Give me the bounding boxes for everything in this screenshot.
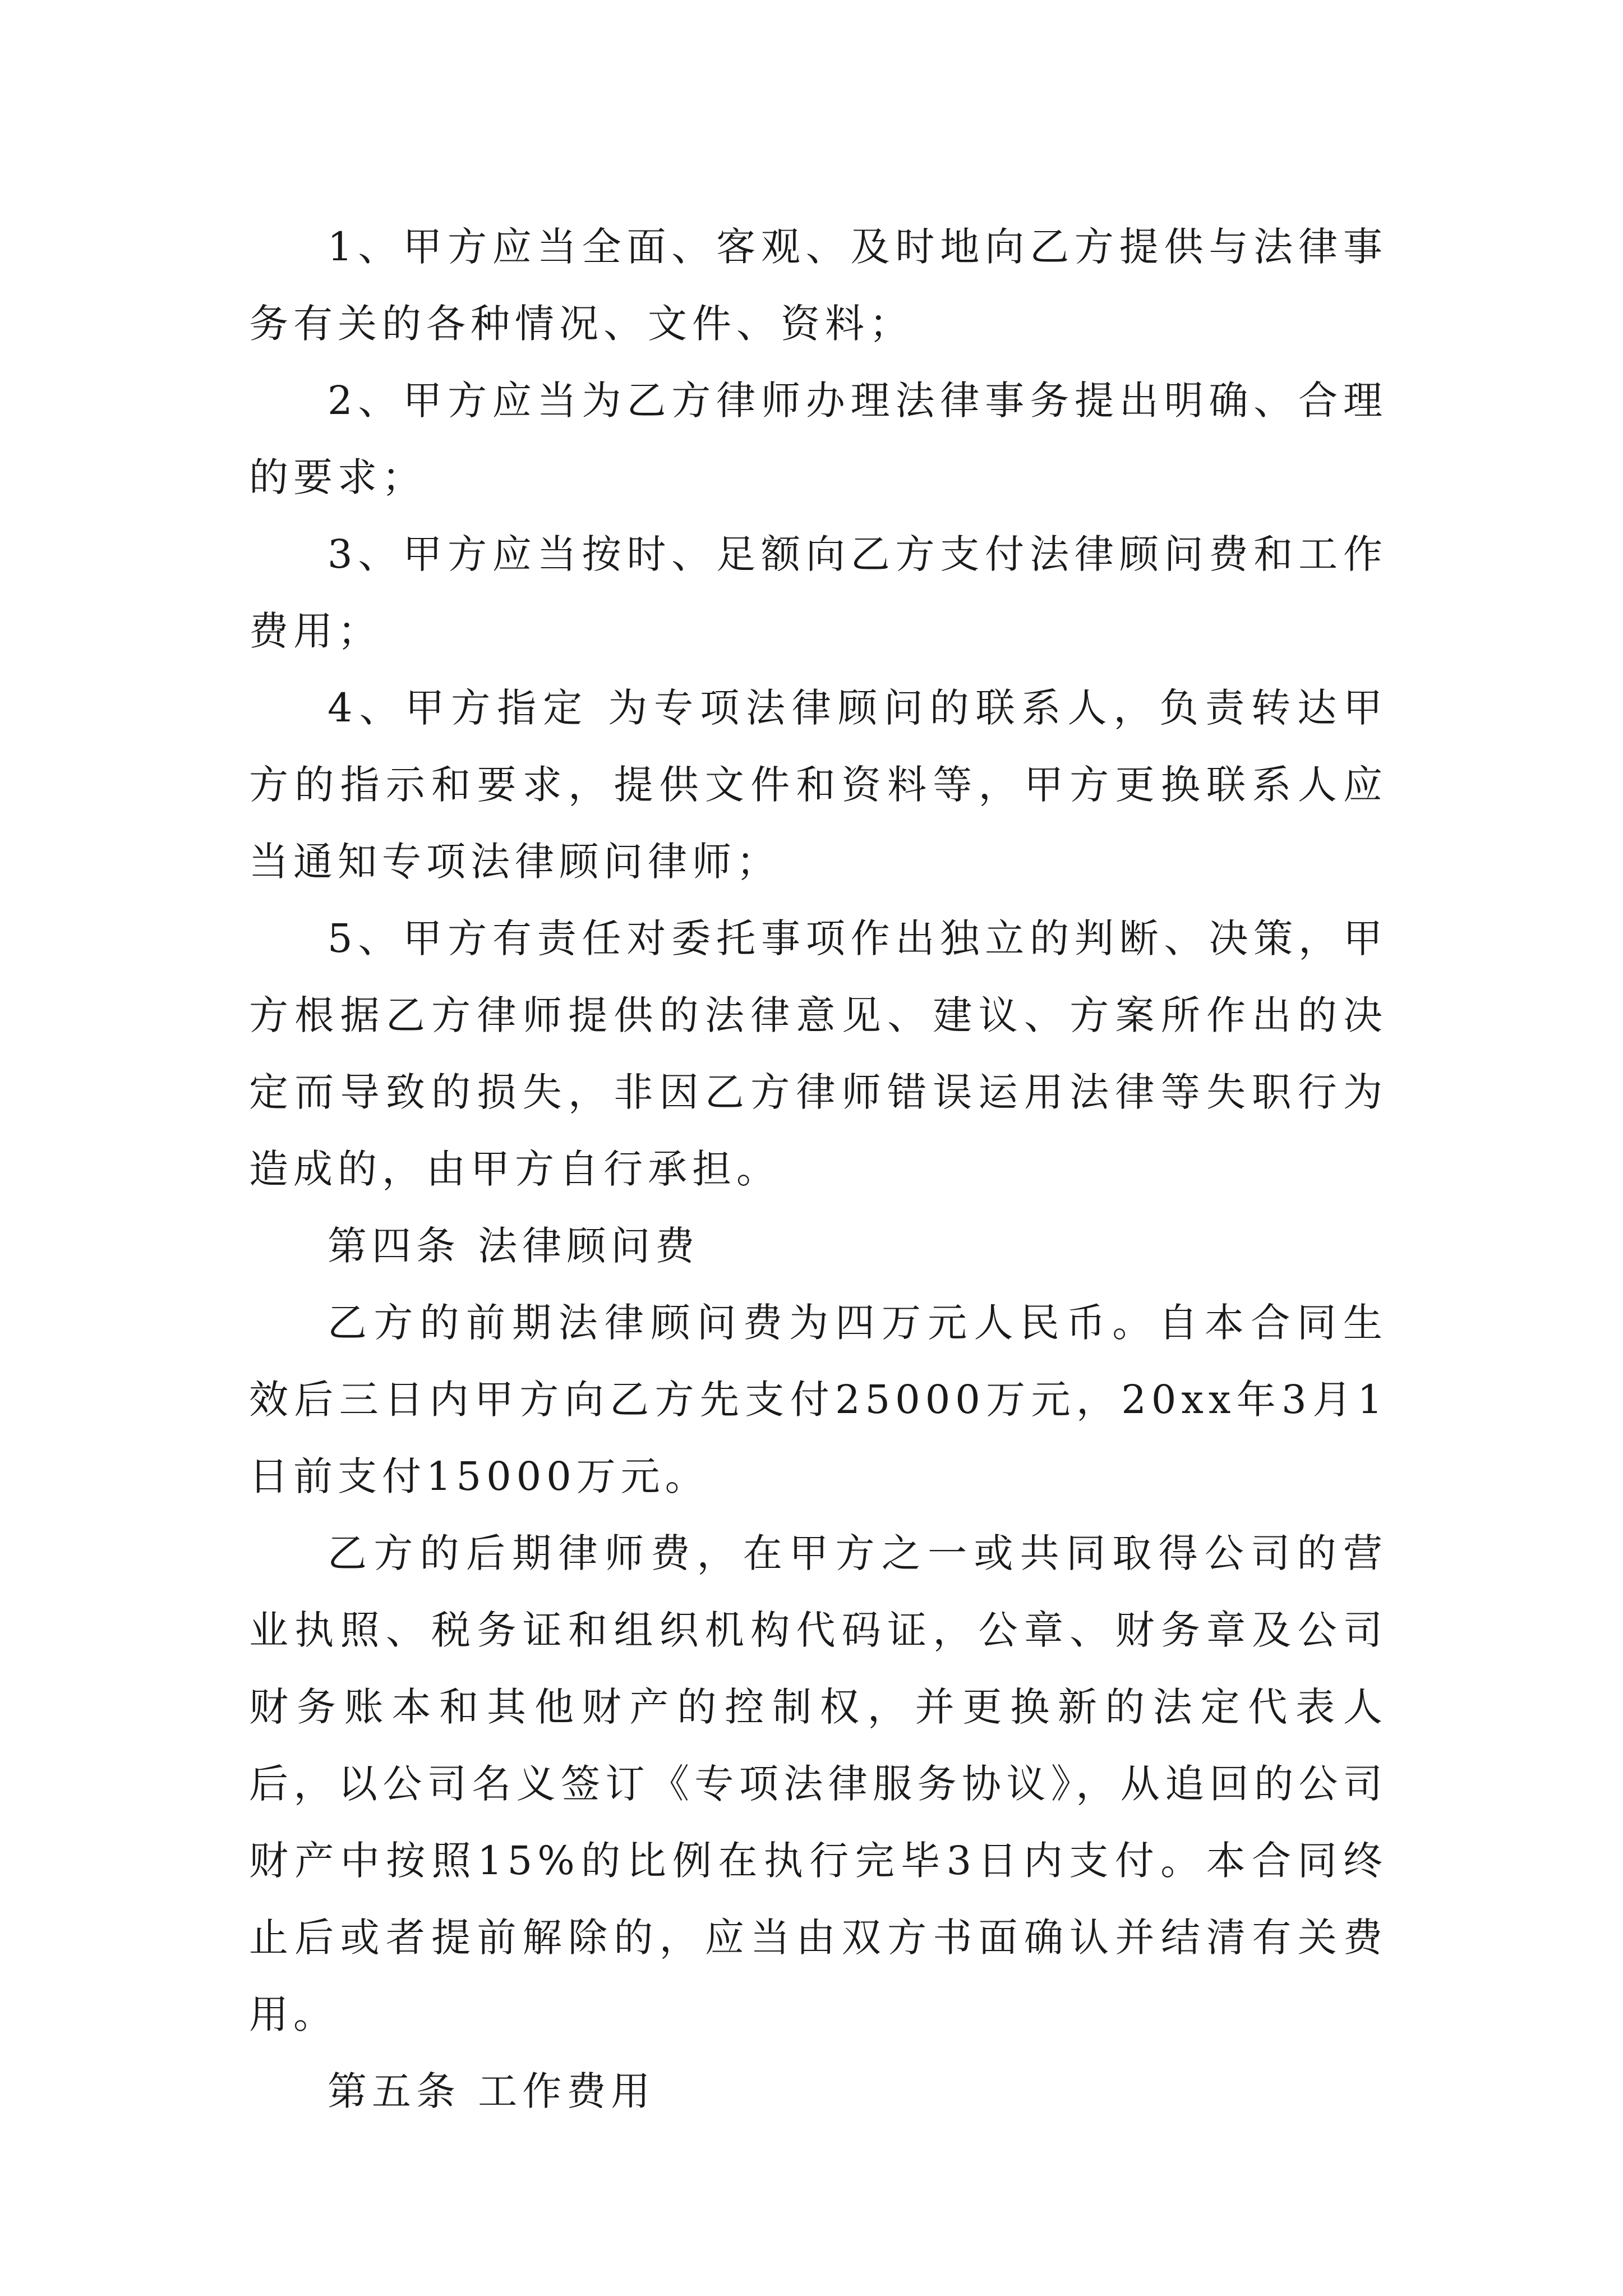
paragraph-clause-4: 4、甲方指定 为专项法律顾问的联系人，负责转达甲方的指示和要求，提供文件和资料等，甲方更换联系人应当通知专项法律顾问律师；	[249, 685, 1387, 885]
section-heading-article-5: 第五条 工作费用	[328, 2068, 656, 2114]
section-heading-article-4: 第四条 法律顾问费	[328, 1223, 700, 1269]
paragraph-clause-1: 1、甲方应当全面、客观、及时地向乙方提供与法律事务有关的各种情况、文件、资料；	[249, 224, 1387, 347]
paragraph-clause-3: 3、甲方应当按时、足额向乙方支付法律顾问费和工作费用；	[249, 531, 1387, 654]
document-body	[249, 209, 1387, 2130]
paragraph-later-fee: 乙方的后期律师费，在甲方之一或共同取得公司的营业执照、税务证和组织机构代码证，公章、财务章及公司财务账本和其他财产的控制权，并更换新的法定代表人后，以公司名义签订《专项法律服务协议》，从追回的公司财产中按照15%的比例在执行完毕3日内支付。本合同终止后或者提前解除的，应当由双方书面确认并结清有关费用。	[249, 1530, 1387, 2037]
paragraph-early-fee: 乙方的前期法律顾问费为四万元人民币。自本合同生效后三日内甲方向乙方先支付25000万元，20xx年3月1日前支付15000万元。	[249, 1300, 1387, 1499]
paragraph-clause-5: 5、甲方有责任对委托事项作出独立的判断、决策，甲方根据乙方律师提供的法律意见、建议、方案所作出的决定而导致的损失，非因乙方律师错误运用法律等失职行为造成的，由甲方自行承担。	[249, 915, 1387, 1192]
paragraph-clause-2: 2、甲方应当为乙方律师办理法律事务提出明确、合理的要求；	[249, 378, 1387, 500]
